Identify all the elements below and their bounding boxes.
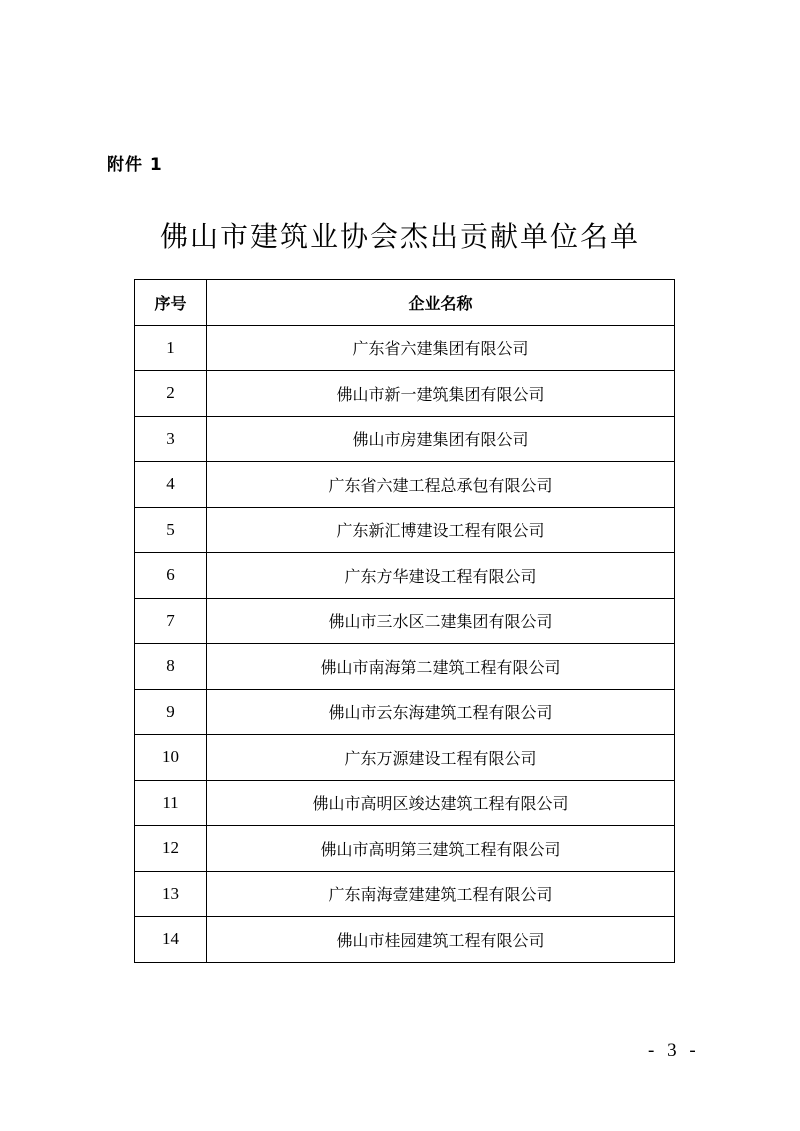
table-row (135, 735, 675, 781)
row-index: 8 (135, 644, 207, 690)
row-company-name: 佛山市南海第二建筑工程有限公司 (207, 644, 675, 690)
company-list-table (134, 279, 675, 963)
row-company-name: 广东省六建工程总承包有限公司 (207, 462, 675, 508)
table-row (135, 371, 675, 417)
row-index: 12 (135, 826, 207, 872)
table-row (135, 553, 675, 599)
table-row (135, 917, 675, 963)
table-header-row (135, 280, 675, 326)
table-row (135, 689, 675, 735)
row-company-name: 广东省六建集团有限公司 (207, 325, 675, 371)
page-number: - 3 - (648, 1040, 700, 1061)
document-title: 佛山市建筑业协会杰出贡献单位名单 (159, 220, 640, 253)
row-company-name: 广东方华建设工程有限公司 (207, 553, 675, 599)
row-company-name: 广东万源建设工程有限公司 (207, 735, 675, 781)
row-company-name: 广东新汇博建设工程有限公司 (207, 507, 675, 553)
row-index: 7 (135, 598, 207, 644)
row-index: 14 (135, 917, 207, 963)
row-index: 10 (135, 735, 207, 781)
row-index: 6 (135, 553, 207, 599)
table-row (135, 871, 675, 917)
row-index: 4 (135, 462, 207, 508)
table-row (135, 780, 675, 826)
table-row (135, 644, 675, 690)
row-index: 11 (135, 780, 207, 826)
row-company-name: 佛山市高明第三建筑工程有限公司 (207, 826, 675, 872)
row-company-name: 佛山市三水区二建集团有限公司 (207, 598, 675, 644)
header-index: 序号 (135, 280, 207, 326)
row-index: 9 (135, 689, 207, 735)
row-index: 2 (135, 371, 207, 417)
row-company-name: 佛山市桂园建筑工程有限公司 (207, 917, 675, 963)
row-company-name: 佛山市云东海建筑工程有限公司 (207, 689, 675, 735)
row-index: 5 (135, 507, 207, 553)
table-row (135, 416, 675, 462)
row-company-name: 佛山市新一建筑集团有限公司 (207, 371, 675, 417)
table-row (135, 826, 675, 872)
table-row (135, 325, 675, 371)
row-index: 1 (135, 325, 207, 371)
row-company-name: 佛山市房建集团有限公司 (207, 416, 675, 462)
row-index: 13 (135, 871, 207, 917)
attachment-label: 附件 1 (107, 155, 163, 175)
header-company-name: 企业名称 (207, 280, 675, 326)
table-row (135, 462, 675, 508)
table-row (135, 507, 675, 553)
row-company-name: 广东南海壹建建筑工程有限公司 (207, 871, 675, 917)
row-company-name: 佛山市高明区竣达建筑工程有限公司 (207, 780, 675, 826)
row-index: 3 (135, 416, 207, 462)
table-row (135, 598, 675, 644)
